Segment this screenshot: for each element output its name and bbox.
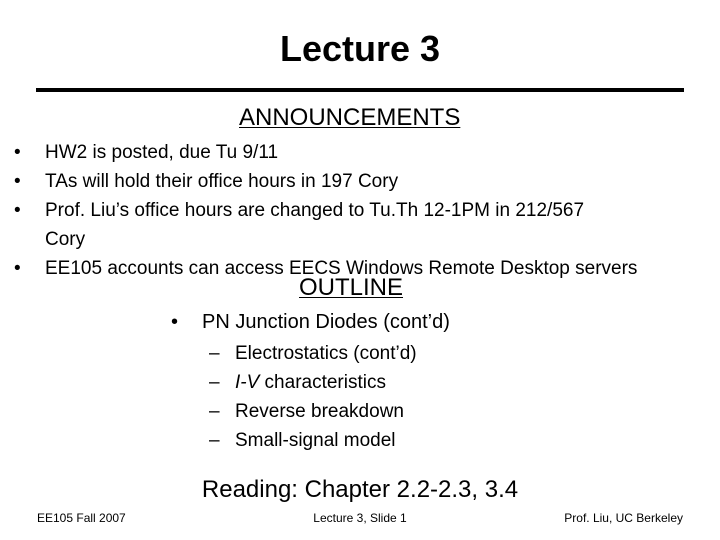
- subtopic-text: characteristics: [259, 372, 386, 393]
- outline-topic-text: PN Junction Diodes (cont’d): [202, 311, 450, 333]
- announcement-item: [14, 171, 398, 193]
- bullet: •: [14, 142, 21, 163]
- bullet: •: [14, 258, 21, 279]
- announcement-continuation: Cory: [45, 229, 86, 250]
- dash-marker: –: [209, 372, 220, 393]
- footer-slide-number: Lecture 3, Slide 1: [313, 511, 407, 525]
- announcement-text: EE105 accounts can access EECS Windows Remote Desktop servers: [45, 258, 638, 279]
- outline-topic: [171, 311, 450, 334]
- subtopic-text: Electrostatics (cont’d): [235, 343, 417, 364]
- title-divider: [36, 88, 684, 92]
- outline-heading: OUTLINE: [299, 274, 404, 301]
- announcement-text: HW2 is posted, due Tu 9/11: [45, 142, 279, 163]
- announcement-item: [14, 200, 584, 222]
- slide-title: Lecture 3: [279, 28, 441, 69]
- footer-author: Prof. Liu, UC Berkeley: [564, 511, 683, 525]
- dash-marker: –: [209, 343, 220, 364]
- announcement-item: [14, 142, 278, 164]
- announcement-text: Prof. Liu’s office hours are changed to Tu.Th 12-1PM in 212/567: [45, 200, 585, 221]
- outline-subtopic: [209, 372, 386, 394]
- dash-marker: –: [209, 430, 220, 451]
- bullet: •: [14, 200, 21, 221]
- subtopic-text: Reverse breakdown: [235, 401, 404, 422]
- footer-course: EE105 Fall 2007: [37, 511, 126, 525]
- outline-subtopic: [209, 430, 396, 452]
- reading-assignment: Reading: Chapter 2.2-2.3, 3.4: [201, 476, 519, 503]
- bullet: •: [171, 311, 179, 333]
- subtopic-text: Small-signal model: [235, 430, 396, 451]
- dash-marker: –: [209, 401, 220, 422]
- bullet: •: [14, 171, 21, 192]
- subtopic-emphasis: I-V: [235, 372, 260, 393]
- outline-subtopic: [209, 343, 417, 365]
- outline-subtopic: [209, 401, 404, 423]
- announcements-heading: ANNOUNCEMENTS: [239, 104, 461, 131]
- announcement-text: TAs will hold their office hours in 197 Cory: [45, 171, 399, 192]
